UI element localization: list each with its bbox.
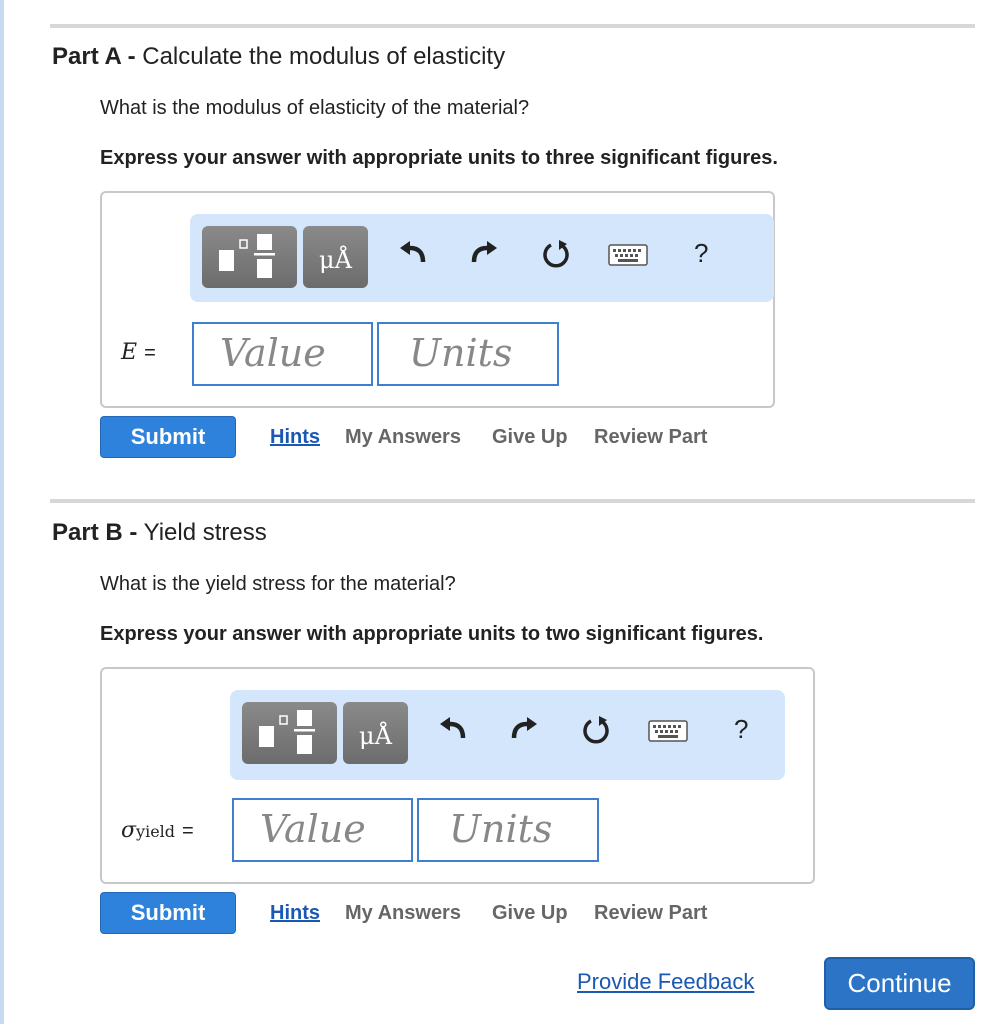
part-a-templates-button[interactable] [202, 226, 297, 288]
part-b-my-answers-link[interactable]: My Answers [345, 902, 461, 924]
part-a-help-button[interactable]: ? [694, 238, 709, 268]
undo-icon[interactable] [437, 714, 467, 744]
part-a-variable-label [121, 340, 156, 365]
part-a-instruction: Express your answer with appropriate units to three significant figures. [100, 147, 778, 169]
part-b-review-part-link[interactable]: Review Part [594, 902, 708, 924]
part-b-hints-link[interactable]: Hints [270, 902, 320, 924]
part-a-units-input[interactable]: Units [377, 322, 559, 386]
left-border [0, 0, 4, 1024]
redo-icon[interactable] [470, 238, 500, 268]
provide-feedback-link[interactable]: Provide Feedback [577, 969, 755, 994]
part-b-variable-label [121, 818, 194, 843]
units-icon: μÅ [359, 722, 392, 750]
units-icon: μÅ [319, 246, 352, 274]
part-b-label: Part B - [52, 519, 138, 546]
continue-button[interactable]: Continue [824, 957, 975, 1010]
part-a-variable: E [121, 340, 138, 365]
part-a-label: Part A - [52, 43, 136, 70]
part-b-units-button[interactable] [343, 702, 408, 764]
part-b-variable-subscript: yield [136, 822, 176, 841]
part-a-title: Calculate the modulus of elasticity [142, 43, 506, 70]
part-b-templates-button[interactable] [242, 702, 337, 764]
part-a-math-toolbar [190, 214, 774, 302]
part-b-divider [50, 499, 975, 503]
part-b-equals: = [182, 820, 194, 842]
part-a-submit-button[interactable]: Submit [100, 416, 236, 458]
undo-icon[interactable] [397, 238, 427, 268]
keyboard-icon[interactable] [608, 244, 648, 266]
part-b-variable: σ [121, 818, 137, 843]
part-b-answer-box [100, 667, 815, 884]
reset-icon[interactable] [540, 238, 572, 270]
part-b-value-input[interactable]: Value [232, 798, 413, 862]
part-a-hints-link[interactable]: Hints [270, 426, 320, 448]
part-a-divider [50, 24, 975, 28]
part-b-give-up-link[interactable]: Give Up [492, 902, 568, 924]
redo-icon[interactable] [510, 714, 540, 744]
part-a-review-part-link[interactable]: Review Part [594, 426, 708, 448]
part-b-heading [52, 519, 267, 547]
part-b-title: Yield stress [143, 519, 267, 546]
part-a-heading [52, 43, 505, 71]
part-a-value-input[interactable]: Value [192, 322, 373, 386]
part-b-instruction: Express your answer with appropriate units to two significant figures. [100, 623, 764, 645]
part-a-units-button[interactable] [303, 226, 368, 288]
part-b-math-toolbar [230, 690, 785, 780]
keyboard-icon[interactable] [648, 720, 688, 742]
templates-icon [202, 226, 297, 288]
part-a-question: What is the modulus of elasticity of the material? [100, 97, 530, 119]
part-b-units-input[interactable]: Units [417, 798, 599, 862]
part-b-question: What is the yield stress for the material? [100, 573, 456, 595]
templates-icon [242, 702, 337, 764]
part-b-help-button[interactable]: ? [734, 714, 749, 744]
reset-icon[interactable] [580, 714, 612, 746]
part-b-submit-button[interactable]: Submit [100, 892, 236, 934]
part-a-equals: = [144, 342, 156, 364]
part-a-give-up-link[interactable]: Give Up [492, 426, 568, 448]
part-a-answer-box [100, 191, 775, 408]
part-a-my-answers-link[interactable]: My Answers [345, 426, 461, 448]
